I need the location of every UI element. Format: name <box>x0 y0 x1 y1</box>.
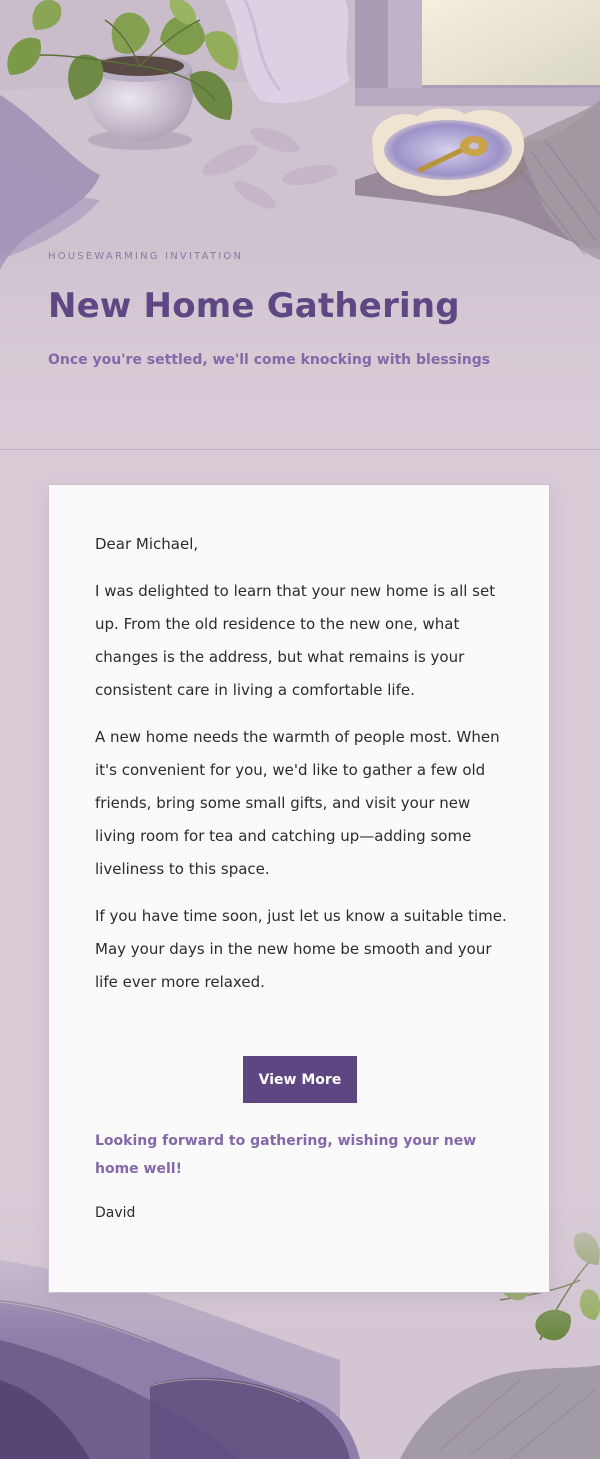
hero-image <box>0 0 600 450</box>
letter-paragraph: If you have time soon, just let us know a suitable time. May your days in the new home be smooth and your life ever more relaxed. <box>95 907 507 991</box>
hero-divider <box>0 449 600 450</box>
eyebrow-label: HOUSEWARMING INVITATION <box>48 251 244 262</box>
closing-line: Looking forward to gathering, wishing your new home well! <box>95 1133 477 1177</box>
page-subtitle: Once you're settled, we'll come knocking with blessings <box>48 352 491 368</box>
signature: David <box>95 1205 136 1221</box>
letter-card <box>48 484 550 1293</box>
button-container <box>243 1056 357 1103</box>
page-title: New Home Gathering <box>48 286 460 326</box>
letter-paragraph: A new home needs the warmth of people most. When it's convenient for you, we'd like to gather a few old friends, bring some small gifts, and visit your new living room for tea and catching up—adding some liveliness to this space. <box>95 728 500 878</box>
windowsill-illustration <box>0 0 600 450</box>
greeting: Dear Michael, <box>95 535 199 553</box>
letter-body <box>95 527 507 1013</box>
view-more-button[interactable]: View More <box>243 1056 357 1103</box>
letter-paragraph: I was delighted to learn that your new home is all set up. From the old residence to the new one, what changes is the address, but what remains is your consistent care in living a comfortable life. <box>95 582 496 699</box>
